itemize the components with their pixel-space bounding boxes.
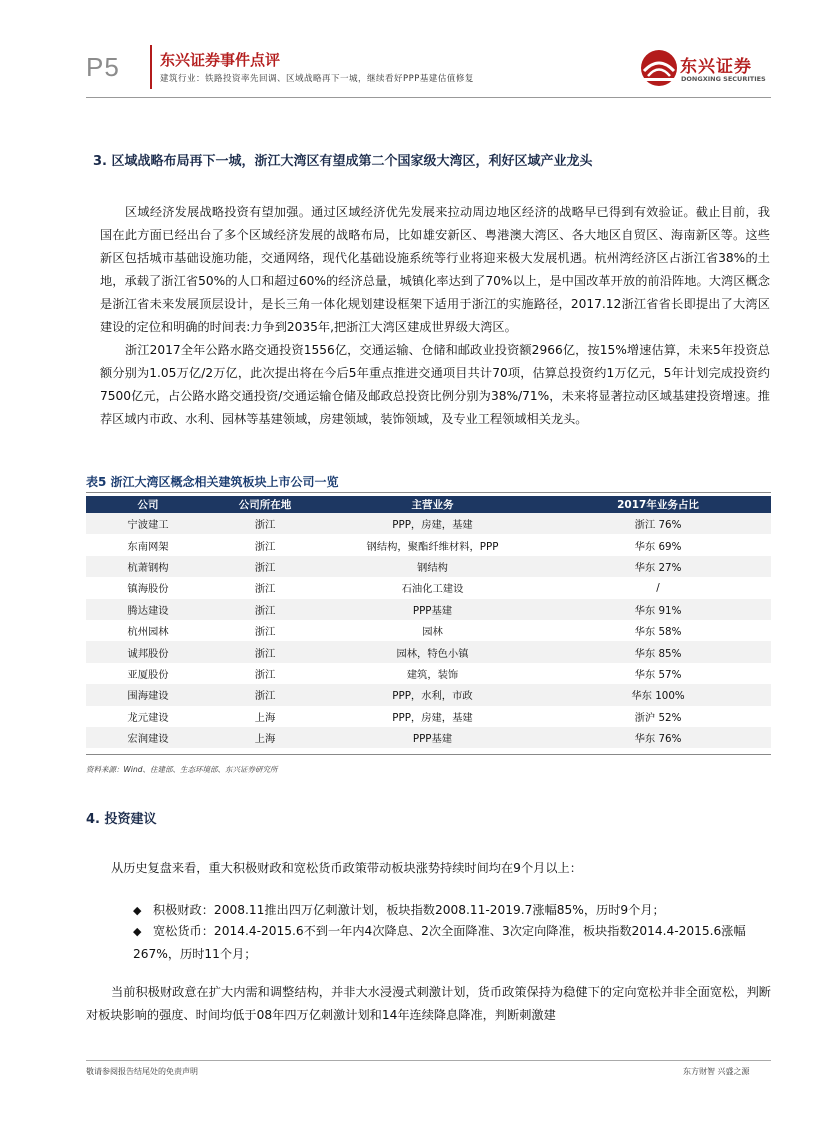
cell-share: 华东 91% <box>545 599 771 620</box>
table-title: 表5 浙江大湾区概念相关建筑板块上市公司一览 <box>86 475 339 489</box>
cell-business: 园林，特色小镇 <box>320 641 545 662</box>
section-4-paragraph-1: 从历史复盘来看，重大积极财政和宽松货币政策带动板块涨势持续时间均在9个月以上： <box>111 861 582 875</box>
cell-company: 龙元建设 <box>127 711 169 724</box>
logo-text-en: DONGXING SECURITIES <box>681 75 766 83</box>
cell-company: 宁波建工 <box>86 513 210 534</box>
cell-share: / <box>656 581 660 594</box>
table-row <box>86 556 771 577</box>
cell-location: 浙江 <box>210 513 320 534</box>
cell-business: PPP，房建，基建 <box>392 711 473 724</box>
table-row <box>86 641 771 662</box>
column-header-business: 主营业务 <box>320 496 545 513</box>
cell-company: 诚邦股份 <box>86 641 210 662</box>
cell-company: 杭州园林 <box>127 626 169 639</box>
cell-location: 浙江 <box>210 599 320 620</box>
section-3-heading: 3. 区域战略布局再下一城，浙江大湾区有望成第二个国家级大湾区，利好区域产业龙头 <box>93 154 593 169</box>
section-4-heading: 4. 投资建议 <box>86 812 157 827</box>
cell-business: PPP，水利，市政 <box>320 684 545 705</box>
cell-company: 围海建设 <box>86 684 210 705</box>
bullet-item <box>133 899 773 922</box>
table-row <box>86 706 771 727</box>
table-bottom-rule <box>86 754 771 755</box>
table-source: 资料来源：Wind、住建部、生态环境部、东兴证券研究所 <box>86 765 278 774</box>
cell-business: PPP基建 <box>320 727 545 748</box>
cell-location: 上海 <box>254 711 276 724</box>
cell-business: PPP基建 <box>320 599 545 620</box>
table-row <box>86 513 771 534</box>
page-number: P5 <box>86 52 120 82</box>
bullet-diamond-icon: ◆ <box>133 925 142 938</box>
cell-location: 浙江 <box>254 540 276 553</box>
company-logo <box>640 47 780 89</box>
cell-location: 浙江 <box>254 668 276 681</box>
table-row <box>86 577 771 598</box>
cell-company: 宏润建设 <box>86 727 210 748</box>
cell-company: 杭萧钢构 <box>86 556 210 577</box>
table-row <box>86 727 771 748</box>
header-rule <box>86 97 771 98</box>
footer-slogan: 东方财智 兴盛之源 <box>683 1067 750 1076</box>
bullet-diamond-icon: ◆ <box>133 904 142 917</box>
bullet-text: 宽松货币：2014.4-2015.6不到一年内4次降息、2次全面降准、3次定向降准，板块指数2014.4-2015.6涨幅267%，历时11个月； <box>133 924 746 961</box>
table-row <box>86 684 771 705</box>
cell-share: 华东 76% <box>545 727 771 748</box>
cell-company: 腾达建设 <box>86 599 210 620</box>
cell-share: 华东 57% <box>634 668 682 681</box>
series-title: 东兴证券事件点评 <box>160 51 281 69</box>
section-4-paragraph-2: 当前积极财政意在扩大内需和调整结构，并非大水浸漫式刺激计划，货币政策保持为稳健下的定向宽松并非全面宽松，判断对板块影响的强度、时间均低于08年四万亿刺激计划和14年连续降息降准，判断刺激建 <box>86 985 771 1022</box>
header-divider <box>150 45 152 89</box>
footer-rule <box>86 1060 771 1061</box>
logo-mark-icon <box>640 49 678 87</box>
cell-location: 浙江 <box>254 626 276 639</box>
cell-company: 东南网架 <box>127 540 169 553</box>
cell-share: 浙江 76% <box>545 513 771 534</box>
logo-text: 东兴证券 <box>680 57 752 77</box>
table-row <box>86 534 771 555</box>
cell-company: 亚厦股份 <box>127 668 169 681</box>
cell-share: 华东 27% <box>545 556 771 577</box>
cell-business: 钢结构 <box>320 556 545 577</box>
cell-business: 钢结构，聚酯纤维材料，PPP <box>366 540 499 553</box>
bullet-text: 积极财政：2008.11推出四万亿刺激计划，板块指数2008.11-2019.7涨幅85%，历时9个月； <box>153 903 665 917</box>
cell-share: 华东 85% <box>545 641 771 662</box>
company-table <box>86 496 771 748</box>
report-subtitle: 建筑行业：铁路投资率先回调、区域战略再下一城，继续看好PPP基建估值修复 <box>160 74 474 84</box>
footer-disclaimer: 敬请参阅报告结尾处的免责声明 <box>86 1067 198 1076</box>
cell-location: 浙江 <box>210 641 320 662</box>
column-header-location: 公司所在地 <box>210 496 320 513</box>
table-row <box>86 663 771 684</box>
cell-location: 浙江 <box>210 684 320 705</box>
cell-business: 石油化工建设 <box>401 583 464 596</box>
section-3-paragraph-2: 浙江2017全年公路水路交通投资1556亿，交通运输、仓储和邮政业投资额2966亿，按15%增速估算，未来5年投资总额分别为1.05万亿/2万亿，此次提出将在今后5年重点推进交通项目共计70项，估算总投资约1万亿元，5年计划完成投资约7500亿元，占公路水路交通投资/交通运输仓储及邮政总投资比例分别为38%/71%，未来将显著拉动区域基建投资增速。推荐区域内市政、水利、园林等基建领域，房建领域，装饰领域，及专业工程领域相关龙头。 <box>100 343 770 426</box>
table-row <box>86 599 771 620</box>
cell-business: 建筑，装饰 <box>406 668 459 681</box>
cell-share: 华东 69% <box>634 540 682 553</box>
column-header-share: 2017年业务占比 <box>545 496 771 513</box>
cell-location: 浙江 <box>254 583 276 596</box>
cell-location: 浙江 <box>210 556 320 577</box>
column-header-company: 公司 <box>86 496 210 513</box>
cell-share: 华东 58% <box>634 626 682 639</box>
section-3-paragraph-1: 区域经济发展战略投资有望加强。通过区域经济优先发展来拉动周边地区经济的战略早已得到有效验证。截止目前，我国在此方面已经出台了多个区域经济发展的战略布局，比如雄安新区、粤港澳大湾区、各大地区自贸区、海南新区等。这些新区包括城市基础设施功能，交通网络，现代化基础设施系统等行业将迎来极大发展机遇。杭州湾经济区占浙江省38%的土地，承载了浙江省50%的人口和超过60%的经济总量，城镇化率达到了70%以上，是中国改革开放的前沿阵地。大湾区概念是浙江省未来发展顶层设计，是长三角一体化规划建设框架下适用于浙江的实施路径，2017.12浙江省省长即提出了大湾区建设的定位和明确的时间表:力争到2035年,把浙江大湾区建成世界级大湾区。 <box>100 205 770 334</box>
table-header-row <box>86 496 771 513</box>
cell-company: 镇海股份 <box>127 583 169 596</box>
cell-share: 华东 100% <box>545 684 771 705</box>
table-row <box>86 620 771 641</box>
table-top-rule <box>86 492 771 493</box>
cell-location: 上海 <box>210 727 320 748</box>
cell-share: 浙沪 52% <box>634 711 682 724</box>
bullet-item <box>133 920 773 966</box>
cell-business: PPP，房建，基建 <box>320 513 545 534</box>
cell-business: 园林 <box>422 626 443 639</box>
